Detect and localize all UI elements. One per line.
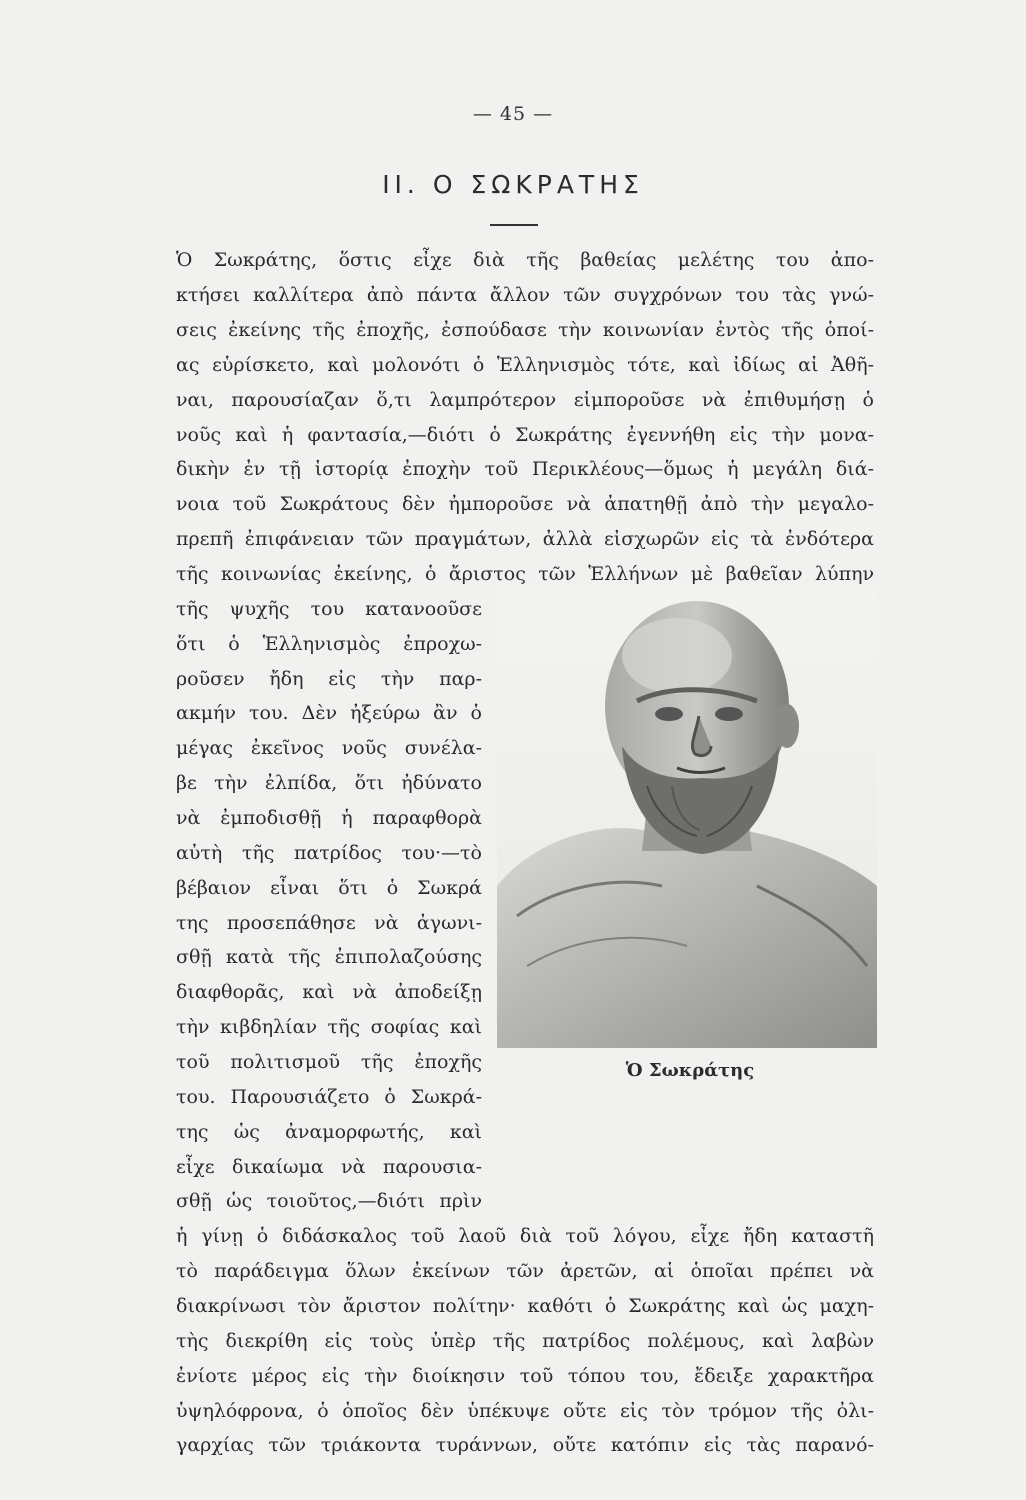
text-line: τὴν κιβδηλίαν τῆς σοφίας καὶ xyxy=(176,1016,482,1038)
text-line: νοια τοῦ Σωκράτους δὲν ἠμποροῦσε νὰ ἀπατηθῇ ἀπὸ τὴν μεγαλο- xyxy=(176,493,874,515)
text-line: ἐνίοτε μέρος εἰς τὴν διοίκησιν τοῦ τόπου του, ἔδειξε χαρακτῆρα xyxy=(176,1365,874,1387)
text-line: του. Παρουσιάζετο ὁ Σωκρά- xyxy=(176,1086,482,1108)
text-line: βε τὴν ἐλπίδα, ὅτι ἠδύνατο xyxy=(176,772,482,794)
text-line: νοῦς καὶ ἡ φαντασία,—διότι ὁ Σωκράτης ἐγεννήθη εἰς τὴν μονα- xyxy=(176,424,874,446)
text-line: της προσεπάθησε νὰ ἀγωνι- xyxy=(176,912,482,934)
text-line: σεις ἐκείνης τῆς ἐποχῆς, ἐσπούδασε τὴν κοινωνίαν ἐντὸς τῆς ὁποί- xyxy=(176,319,874,341)
text-line: τῆς κοινωνίας ἐκείνης, ὁ ἄριστος τῶν Ἑλλήνων μὲ βαθεῖαν λύπην xyxy=(176,563,874,585)
text-line: τοῦ πολιτισμοῦ τῆς ἐποχῆς xyxy=(176,1051,482,1073)
text-line: κτήσει καλλίτερα ἀπὸ πάντα ἄλλον τῶν συγχρόνων του τὰς γνώ- xyxy=(176,284,874,306)
text-line: σθῇ ὡς τοιοῦτος,—διότι πρὶν xyxy=(176,1190,482,1212)
text-line: Ὁ Σωκράτης, ὅστις εἶχε διὰ τῆς βαθείας μελέτης του ἀπο- xyxy=(176,249,874,271)
socrates-bust-figure xyxy=(497,586,877,1048)
text-line: αὐτὴ τῆς πατρίδος του·—τὸ xyxy=(176,842,482,864)
text-line: γαρχίας τῶν τριάκοντα τυράννων, οὔτε κατόπιν εἰς τὰς παρανό- xyxy=(176,1434,874,1456)
text-line: μέγας ἐκεῖνος νοῦς συνέλα- xyxy=(176,737,482,759)
text-line: δικὴν ἐν τῇ ἱστορίᾳ ἐποχὴν τοῦ Περικλέους—ὅμως ἡ μεγάλη διά- xyxy=(176,458,874,480)
text-line: εἶχε δικαίωμα νὰ παρουσια- xyxy=(176,1156,482,1178)
text-line: διαφθορᾶς, καὶ νὰ ἀποδείξῃ xyxy=(176,981,482,1003)
title-rule xyxy=(490,224,538,226)
text-line: τῆς ψυχῆς του κατανοοῦσε xyxy=(176,598,482,620)
text-line: τὴς διεκρίθη εἰς τοὺς ὑπὲρ τῆς πατρίδος πολέμους, καὶ λαβὼν xyxy=(176,1330,874,1352)
text-line: ὅτι ὁ Ἑλληνισμὸς ἐπροχω- xyxy=(176,633,482,655)
text-line: σθῇ κατὰ τῆς ἐπιπολαζούσης xyxy=(176,946,482,968)
text-line: πρεπῆ ἐπιφάνειαν τῶν πραγμάτων, ἀλλὰ εἰσχωρῶν εἰς τὰ ἐνδότερα xyxy=(176,528,874,550)
text-line: ὑψηλόφρονα, ὁ ὁποῖος δὲν ὑπέκυψε οὔτε εἰς τὸν τρόμον τῆς ὀλι- xyxy=(176,1400,874,1422)
text-line: ἡ γίνῃ ὁ διδάσκαλος τοῦ λαοῦ διὰ τοῦ λόγου, εἶχε ἤδη καταστῆ xyxy=(176,1225,874,1247)
text-line: διακρίνωσι τὸν ἄριστον πολίτην· καθότι ὁ Σωκράτης καὶ ὡς μαχη- xyxy=(176,1295,874,1317)
chapter-title: II. Ο ΣΩΚΡΑΤΗΣ xyxy=(382,170,644,199)
text-line: ναι, παρουσίαζαν ὅ,τι λαμπρότερον εἰμποροῦσε νὰ ἐπιθυμήσῃ ὁ xyxy=(176,389,874,411)
socrates-bust-icon xyxy=(497,586,877,1048)
text-line: βέβαιον εἶναι ὅτι ὁ Σωκρά xyxy=(176,877,482,899)
text-line: της ὡς ἀναμορφωτής, καὶ xyxy=(176,1121,482,1143)
text-line: ας εὑρίσκετο, καὶ μολονότι ὁ Ἑλληνισμὸς τότε, καὶ ἰδίως αἱ Ἀθῆ- xyxy=(176,354,874,376)
page-number: — 45 — xyxy=(472,103,554,125)
text-line: ροῦσεν ἤδη εἰς τὴν παρ- xyxy=(176,668,482,690)
text-line: τὸ παράδειγμα ὅλων ἐκείνων τῶν ἀρετῶν, αἱ ὁποῖαι πρέπει νὰ xyxy=(176,1260,874,1282)
text-line: νὰ ἐμποδισθῇ ἡ παραφθορὰ xyxy=(176,807,482,829)
text-line: ακμήν του. Δὲν ἠξεύρω ἂν ὁ xyxy=(176,702,482,724)
figure-caption: Ὁ Σωκράτης xyxy=(625,1060,755,1081)
